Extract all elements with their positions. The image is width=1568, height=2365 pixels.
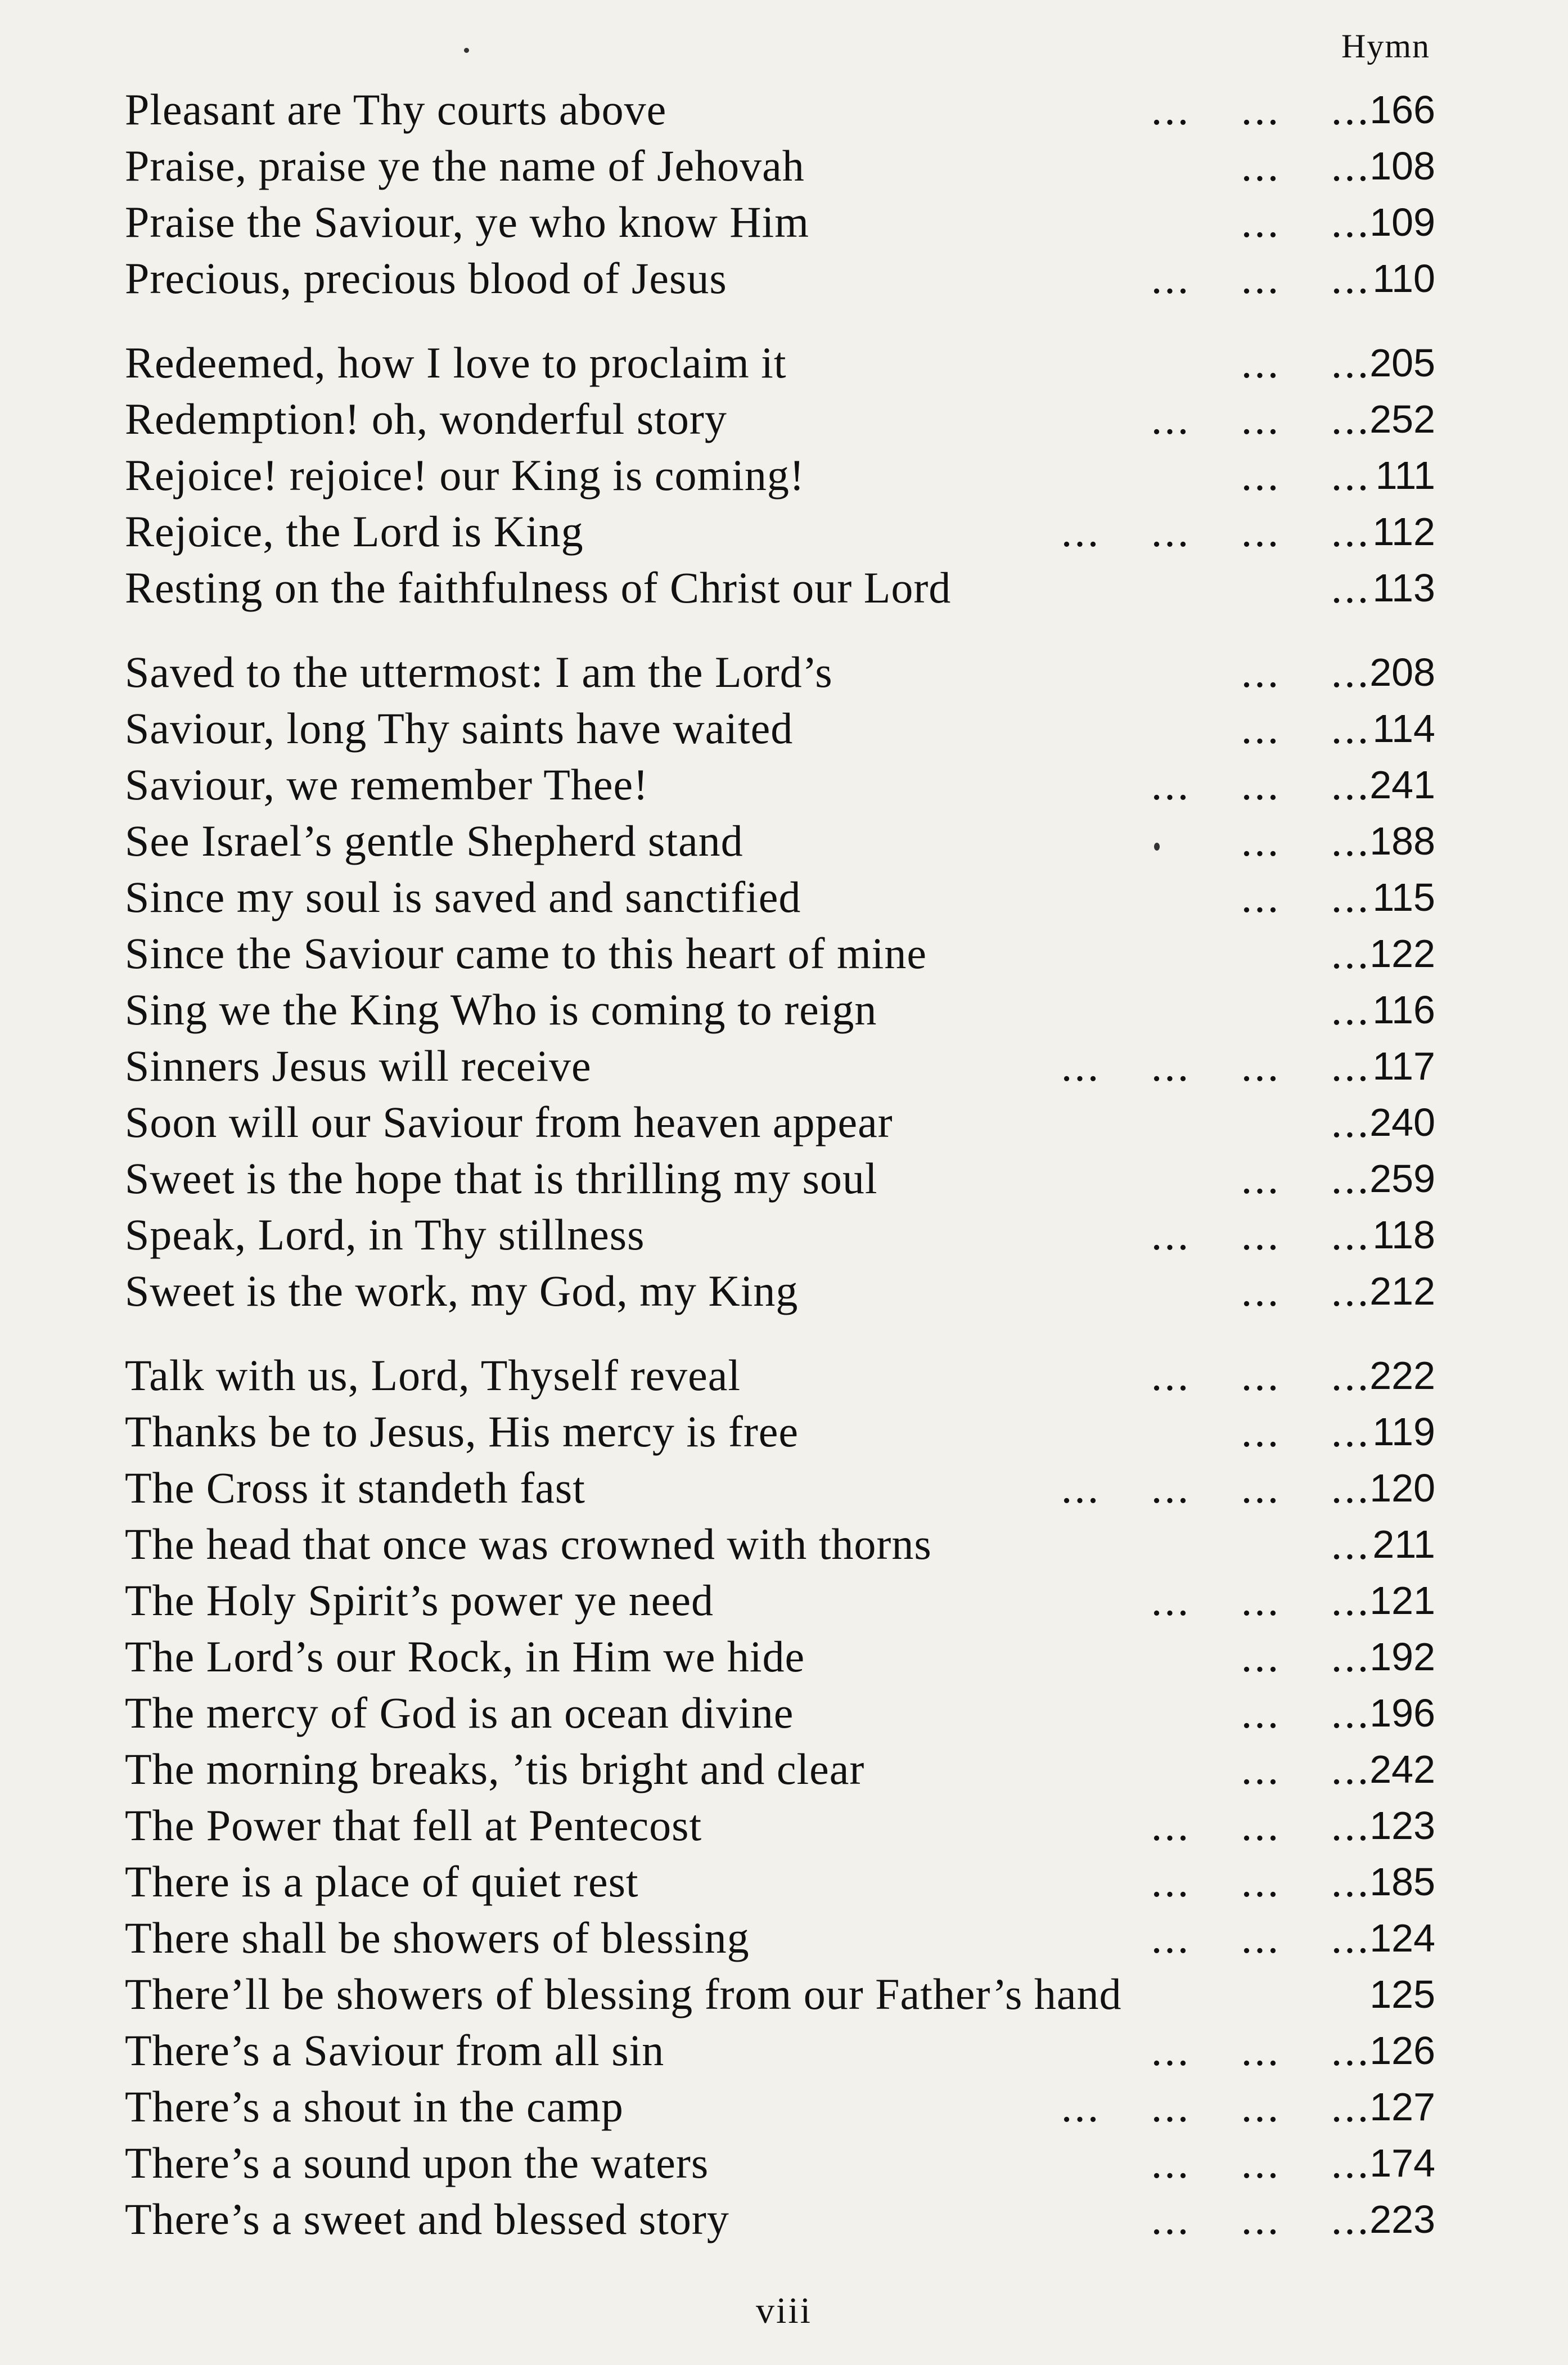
hymn-title: Since my soul is saved and sanctified [125, 873, 801, 921]
hymn-title: The Power that fell at Pentecost [125, 1801, 702, 1850]
hymn-title: The morning breaks, ’tis bright and clear [125, 1744, 865, 1793]
dot-leader: ... ... ... [1151, 1576, 1371, 1625]
hymn-number: 111 [1375, 453, 1435, 497]
hymn-number: 212 [1369, 1269, 1435, 1313]
dot-leader: ... ... ... [1151, 2138, 1371, 2187]
hymn-number: 123 [1369, 1804, 1435, 1847]
dot-leader: ... ... [1241, 816, 1371, 865]
index-entry [125, 1685, 1435, 1741]
index-entry [125, 757, 1435, 813]
index-entry [125, 194, 1435, 250]
dot-leader: ... ... [1241, 1407, 1371, 1456]
hymn-title: Sweet is the work, my God, my King [125, 1266, 799, 1315]
hymn-number: 121 [1369, 1579, 1435, 1622]
hymn-title: Praise, praise ye the name of Jehovah [125, 141, 805, 190]
dot-leader: ... ... ... [1151, 394, 1371, 443]
index-entry [125, 1910, 1435, 1966]
hymn-number: 188 [1369, 819, 1435, 863]
dot-leader: ... ... ... ... [1061, 507, 1371, 556]
page-number: viii [755, 2290, 812, 2331]
index-entry [125, 869, 1435, 925]
dot-leader: ... ... [1241, 141, 1371, 190]
index-entry [125, 813, 1435, 869]
index-entry [125, 1094, 1435, 1150]
hymn-number: 166 [1369, 88, 1435, 132]
hymn-number: 118 [1372, 1213, 1435, 1257]
hymn-title: Saviour, long Thy saints have waited [125, 704, 794, 753]
hymn-title: Thanks be to Jesus, His mercy is free [125, 1407, 799, 1456]
dot-leader: ... ... ... [1151, 254, 1371, 303]
dot-leader: ... ... ... [1151, 760, 1371, 809]
index-entry [125, 335, 1435, 391]
hymn-number: 110 [1372, 257, 1435, 300]
dot-leader: ... ... ... [1151, 85, 1371, 134]
index-group [125, 335, 1435, 616]
index-entry [125, 391, 1435, 447]
hymn-title: Pleasant are Thy courts above [125, 85, 667, 134]
index-entry [125, 1797, 1435, 1854]
hymn-number: 108 [1369, 144, 1435, 188]
dot-leader: ... ... [1241, 648, 1371, 696]
hymn-number: 120 [1369, 1466, 1435, 1510]
hymn-number: 252 [1369, 397, 1435, 441]
hymn-title: Saved to the uttermost: I am the Lord’s [125, 648, 833, 696]
dot-leader: ... [1331, 1519, 1371, 1568]
hymn-title: There’s a sweet and blessed story [125, 2195, 729, 2243]
hymn-title: Saviour, we remember Thee! [125, 760, 649, 809]
hymn-number: 240 [1369, 1100, 1435, 1144]
dot-leader: ... ... ... ... [1061, 2082, 1371, 2131]
index-group [125, 1347, 1435, 2247]
hymn-number: 205 [1369, 341, 1435, 385]
dot-leader: ... ... [1241, 1688, 1371, 1737]
dot-leader: ... ... ... [1151, 1801, 1371, 1850]
dot-leader: ... ... [1241, 704, 1371, 753]
index-entry [125, 700, 1435, 757]
hymn-number: 125 [1369, 1972, 1435, 2016]
index-entry [125, 250, 1435, 307]
hymn-title: Precious, precious blood of Jesus [125, 254, 727, 303]
index-entry [125, 1263, 1435, 1319]
index-entry [125, 925, 1435, 982]
dot-leader: ... ... [1241, 1744, 1371, 1793]
dot-leader: ... ... ... [1151, 1351, 1371, 1400]
hymn-number: 114 [1372, 707, 1435, 750]
index-entry [125, 1572, 1435, 1629]
hymn-number: 241 [1369, 763, 1435, 807]
hymn-title: There’s a sound upon the waters [125, 2138, 709, 2187]
hymn-number: 119 [1372, 1410, 1435, 1454]
dot-leader: ... ... [1241, 197, 1371, 246]
hymn-title: The mercy of God is an ocean divine [125, 1688, 794, 1737]
hymn-title: Sinners Jesus will receive [125, 1041, 592, 1090]
dot-leader: ... ... [1241, 1632, 1371, 1681]
dot-leader: ... ... ... [1151, 1913, 1371, 1962]
index-entry [125, 982, 1435, 1038]
index-entry [125, 503, 1435, 560]
index-entry [125, 1207, 1435, 1263]
hymn-title: See Israel’s gentle Shepherd stand [125, 816, 744, 865]
dot-leader: ... ... ... ... [1061, 1463, 1371, 1512]
index-entry [125, 1741, 1435, 1797]
index-entry [125, 1038, 1435, 1094]
hymn-number: 174 [1369, 2141, 1435, 2185]
index-entry [125, 2079, 1435, 2135]
hymn-title: There’ll be showers of blessing from our Father’s hand [125, 1970, 1122, 2018]
hymn-title: Rejoice, the Lord is King [125, 507, 584, 556]
dot-leader: ... ... [1241, 338, 1371, 387]
index-group [125, 82, 1435, 307]
index-entry [125, 82, 1435, 138]
hymn-number: 223 [1369, 2197, 1435, 2241]
index-entry [125, 2022, 1435, 2079]
hymn-index-list [125, 82, 1435, 2247]
dot-leader: ... ... [1241, 873, 1371, 921]
hymn-number: 127 [1369, 2085, 1435, 2129]
dot-leader: ... [1331, 1098, 1371, 1146]
hymn-title: The head that once was crowned with thorns [125, 1519, 932, 1568]
index-entry [125, 1150, 1435, 1207]
hymn-title: Sing we the King Who is coming to reign [125, 985, 877, 1034]
dot-leader: ... ... [1241, 1266, 1371, 1315]
index-entry [125, 1516, 1435, 1572]
hymn-title: Speak, Lord, in Thy stillness [125, 1210, 645, 1259]
hymn-number: 115 [1372, 875, 1435, 919]
hymn-number: 126 [1369, 2029, 1435, 2072]
hymn-title: There is a place of quiet rest [125, 1857, 639, 1906]
dot-leader: ... ... ... ... [1061, 1041, 1371, 1090]
index-entry [125, 447, 1435, 503]
hymn-title: Soon will our Saviour from heaven appear [125, 1098, 893, 1146]
hymn-number: 242 [1369, 1747, 1435, 1791]
hymn-number: 259 [1369, 1157, 1435, 1201]
hymn-title: Praise the Saviour, ye who know Him [125, 197, 809, 246]
index-entry [125, 1347, 1435, 1404]
hymn-title: Since the Saviour came to this heart of mine [125, 929, 927, 978]
dot-leader: ... [1331, 985, 1371, 1034]
hymn-title: Sweet is the hope that is thrilling my soul [125, 1154, 878, 1203]
index-entry [125, 1460, 1435, 1516]
hymn-number: 222 [1369, 1354, 1435, 1397]
index-entry [125, 138, 1435, 194]
hymn-number: 196 [1369, 1691, 1435, 1735]
dot-leader: ... [1331, 563, 1371, 612]
index-entry [125, 560, 1435, 616]
hymn-number: 192 [1369, 1635, 1435, 1679]
hymn-title: The Lord’s our Rock, in Him we hide [125, 1632, 805, 1681]
hymn-number: 116 [1372, 988, 1435, 1032]
hymn-title: Talk with us, Lord, Thyself reveal [125, 1351, 741, 1400]
hymn-title: Resting on the faithfulness of Christ our Lord [125, 563, 952, 612]
hymn-number: 208 [1369, 650, 1435, 694]
hymn-title: Redeemed, how I love to proclaim it [125, 338, 787, 387]
hymn-column-header: Hymn [1341, 28, 1430, 65]
dot-leader: ... ... ... [1151, 1857, 1371, 1906]
hymn-number: 113 [1372, 566, 1435, 610]
dot-leader: ... ... ... [1151, 2195, 1371, 2243]
index-entry [125, 2135, 1435, 2191]
dot-leader: ... ... ... [1151, 2026, 1371, 2075]
hymn-number: 211 [1372, 1522, 1435, 1566]
index-entry [125, 2191, 1435, 2247]
ink-speck [1154, 843, 1160, 851]
hymn-number: 122 [1369, 932, 1435, 975]
dot-leader: ... [1331, 929, 1371, 978]
hymn-number: 185 [1369, 1860, 1435, 1904]
hymn-title: Rejoice! rejoice! our King is coming! [125, 451, 805, 500]
hymn-title: Redemption! oh, wonderful story [125, 394, 727, 443]
hymn-title: The Cross it standeth fast [125, 1463, 585, 1512]
index-entry [125, 1966, 1435, 2022]
index-group [125, 644, 1435, 1319]
index-entry [125, 1854, 1435, 1910]
dot-leader: ... ... [1241, 451, 1371, 500]
hymn-title: There shall be showers of blessing [125, 1913, 750, 1962]
ink-speck [464, 48, 469, 53]
hymn-title: The Holy Spirit’s power ye need [125, 1576, 714, 1625]
index-entry [125, 1404, 1435, 1460]
dot-leader: ... ... ... [1151, 1210, 1371, 1259]
hymn-number: 124 [1369, 1916, 1435, 1960]
hymn-number: 112 [1372, 510, 1435, 554]
hymn-title: There’s a Saviour from all sin [125, 2026, 665, 2075]
dot-leader: ... ... [1241, 1154, 1371, 1203]
hymn-number: 117 [1372, 1044, 1435, 1088]
hymn-title: There’s a shout in the camp [125, 2082, 624, 2131]
index-entry [125, 644, 1435, 700]
hymn-number: 109 [1369, 200, 1435, 244]
index-entry [125, 1629, 1435, 1685]
